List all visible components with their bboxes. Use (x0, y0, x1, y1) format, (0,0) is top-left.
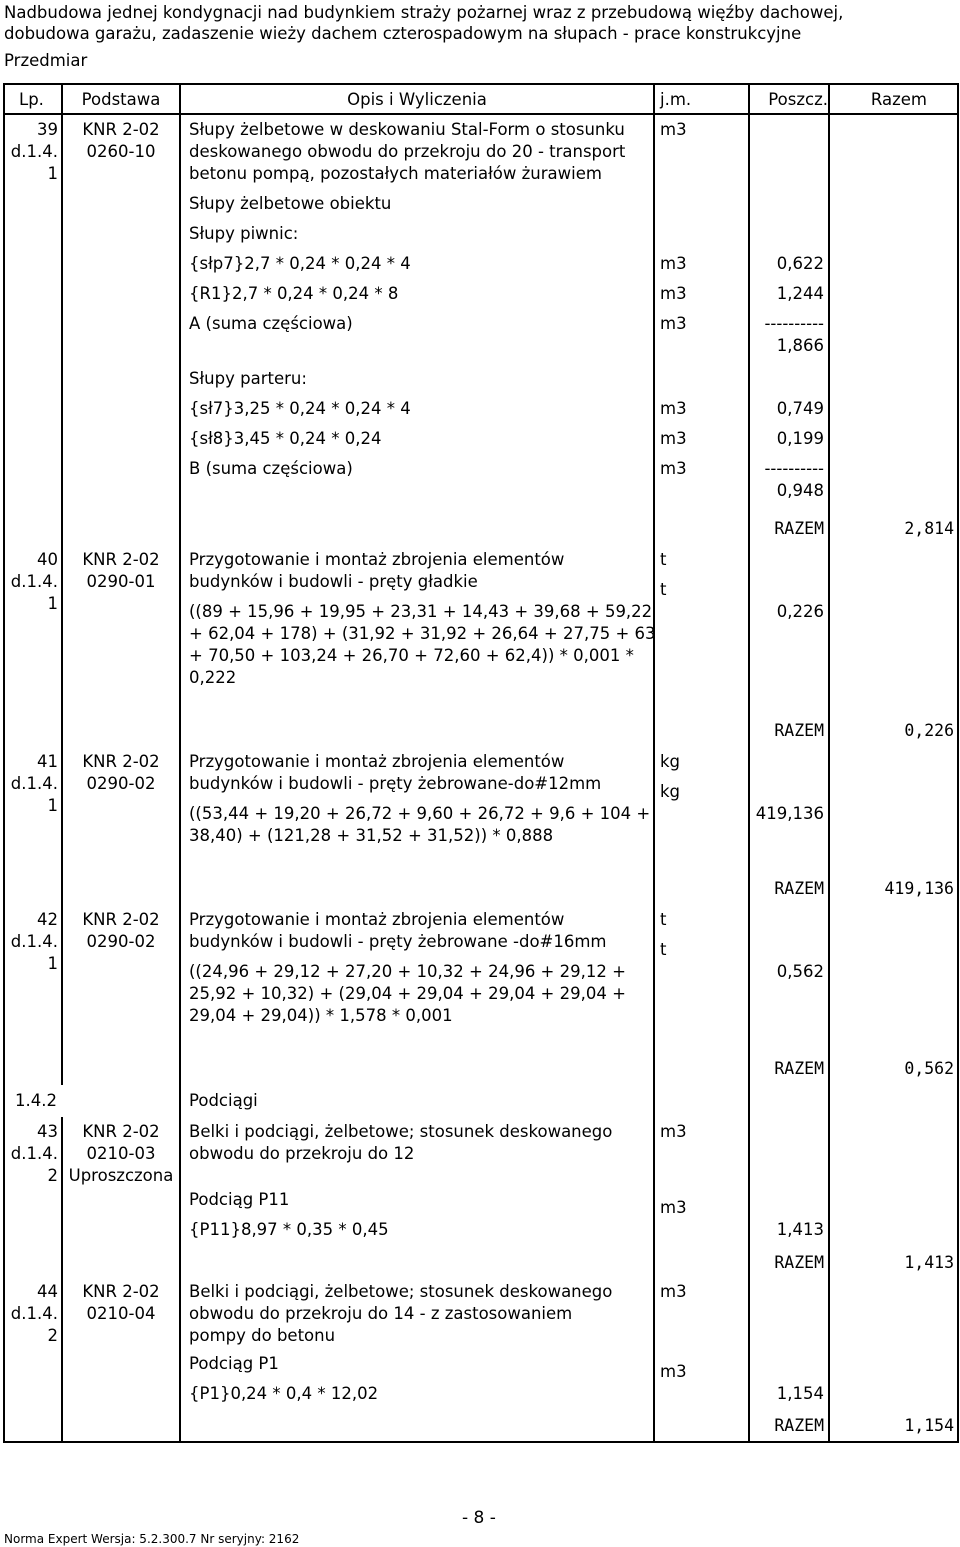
item-poszcz: 419,136 (749, 747, 829, 873)
item-razem (829, 905, 958, 1053)
razem-label: RAZEM (749, 715, 829, 747)
item-razem (829, 545, 958, 715)
item-razem (829, 747, 958, 873)
item-opis: Słupy żelbetowe w deskowaniu Stal-Form o stosunku deskowanego obwodu do przekroju do 20 - transport betonu pompą, pozostałych materiałów żurawiem Słupy żelbetowe obiektu Słupy piwnic: {słp7}2,7 * 0,24 * 0,24 * 4 {R1}2,7 * 0,24 * 0,24 * 8 A (suma częściowa) Słupy parteru: {sł7}3,25 * 0,24 * 0,24 * 4 {sł8}3,45 * 0,24 * 0,24 B (suma częściowa) (180, 114, 654, 513)
item-jm: t t (654, 905, 749, 1053)
razem-row (4, 1053, 958, 1085)
table-row (4, 545, 958, 715)
item-opis: Belki i podciągi, żelbetowe; stosunek deskowanego obwodu do przekroju do 14 - z zastosowaniem pompy do betonu Podciąg P1 {P1}0,24 * 0,4 * 12,02 (180, 1277, 654, 1411)
razem-label: RAZEM (749, 1249, 829, 1277)
col-header-podstawa: Podstawa (62, 84, 180, 114)
col-header-poszcz: Poszcz. (749, 84, 829, 114)
item-podstawa: KNR 2-02 0290-02 (62, 905, 180, 1053)
item-lp: 40 d.1.4. 1 (4, 545, 62, 715)
item-jm: t t (654, 545, 749, 715)
item-jm: m3 m3 (654, 1277, 749, 1411)
item-jm: m3 m3 (654, 1117, 749, 1249)
item-opis: Przygotowanie i montaż zbrojenia elementów budynków i budowli - pręty gładkie ((89 + 15,96 + 19,95 + 23,31 + 14,43 + 39,68 + 59,22 + 62,04 + 178) + (31,92 + 31,92 + 26,64 + 27,75 + 63 + 70,50 + 103,24 + 26,70 + 72,60 + 62,4)) * 0,001 * 0,222 (180, 545, 654, 715)
item-poszcz: 1,413 (749, 1117, 829, 1249)
item-opis: Przygotowanie i montaż zbrojenia elementów budynków i budowli - pręty żebrowane -do#16mm ((24,96 + 29,12 + 27,20 + 10,32 + 24,96 + 29,12 + 25,92 + 10,32) + (29,04 + 29,04 + 29,04 + 29,04 + 29,04 + 29,04)) * 1,578 * 0,001 (180, 905, 654, 1053)
section-row (4, 1085, 958, 1117)
razem-value: 0,226 (829, 715, 958, 747)
table-row (4, 114, 958, 513)
table-row (4, 905, 958, 1053)
table-row (4, 747, 958, 873)
item-opis: Przygotowanie i montaż zbrojenia elementów budynków i budowli - pręty żebrowane-do#12mm ((53,44 + 19,20 + 26,72 + 9,60 + 26,72 + 9,6 + 104 + 38,40) + (121,28 + 31,52 + 31,52)) * 0,888 (180, 747, 654, 873)
item-razem (829, 1117, 958, 1249)
col-header-lp: Lp. (4, 84, 62, 114)
item-lp: 39 d.1.4. 1 (4, 114, 62, 513)
item-podstawa: KNR 2-02 0290-02 (62, 747, 180, 873)
item-lp: 41 d.1.4. 1 (4, 747, 62, 873)
table-row (4, 1117, 958, 1249)
item-jm: m3 m3 m3 m3 m3 m3 m3 (654, 114, 749, 513)
razem-row (4, 873, 958, 905)
razem-value: 1,154 (829, 1411, 958, 1442)
item-podstawa: KNR 2-02 0210-03 Uproszczona (62, 1117, 180, 1249)
table-row (4, 1277, 958, 1411)
razem-value: 1,413 (829, 1249, 958, 1277)
section-number: 1.4.2 (4, 1085, 180, 1117)
page-number: - 8 - (462, 1508, 496, 1528)
item-opis: Belki i podciągi, żelbetowe; stosunek deskowanego obwodu do przekroju do 12 Podciąg P11 {P11}8,97 * 0,35 * 0,45 (180, 1117, 654, 1249)
section-title: Podciągi (180, 1085, 654, 1117)
razem-label: RAZEM (749, 873, 829, 905)
item-lp: 42 d.1.4. 1 (4, 905, 62, 1053)
item-jm: kg kg (654, 747, 749, 873)
title-line-2: dobudowa garażu, zadaszenie wieży dachem czterospadowym na słupach - prace konstrukcyjne (4, 24, 802, 43)
item-razem (829, 1277, 958, 1411)
col-header-razem: Razem (829, 84, 958, 114)
item-poszcz: 0,622 1,244 ---------- 1,866 0,749 0,199 ---------- 0,948 (749, 114, 829, 513)
razem-label: RAZEM (749, 1411, 829, 1442)
item-razem (829, 114, 958, 513)
razem-label: RAZEM (749, 1053, 829, 1085)
col-header-opis: Opis i Wyliczenia (180, 84, 654, 114)
item-podstawa: KNR 2-02 0210-04 (62, 1277, 180, 1411)
item-poszcz: 1,154 (749, 1277, 829, 1411)
col-header-jm: j.m. (654, 84, 749, 114)
item-lp: 43 d.1.4. 2 (4, 1117, 62, 1249)
document-header (4, 2, 843, 71)
title-line-1: Nadbudowa jednej kondygnacji nad budynkiem straży pożarnej wraz z przebudową więźby dachowej, (4, 3, 844, 22)
item-podstawa: KNR 2-02 0290-01 (62, 545, 180, 715)
razem-value: 419,136 (829, 873, 958, 905)
razem-value: 2,814 (829, 513, 958, 545)
razem-value: 0,562 (829, 1053, 958, 1085)
razem-label: RAZEM (749, 513, 829, 545)
item-podstawa: KNR 2-02 0260-10 (62, 114, 180, 513)
item-poszcz: 0,562 (749, 905, 829, 1053)
razem-row (4, 1249, 958, 1277)
przedmiar-table (3, 83, 959, 1443)
razem-row (4, 715, 958, 747)
razem-row (4, 513, 958, 545)
razem-row (4, 1411, 958, 1442)
table-header-row (4, 84, 958, 114)
item-lp: 44 d.1.4. 2 (4, 1277, 62, 1411)
document-subtitle: Przedmiar (4, 51, 88, 70)
item-poszcz: 0,226 (749, 545, 829, 715)
software-info: Norma Expert Wersja: 5.2.300.7 Nr seryjny: 2162 (4, 1532, 300, 1546)
